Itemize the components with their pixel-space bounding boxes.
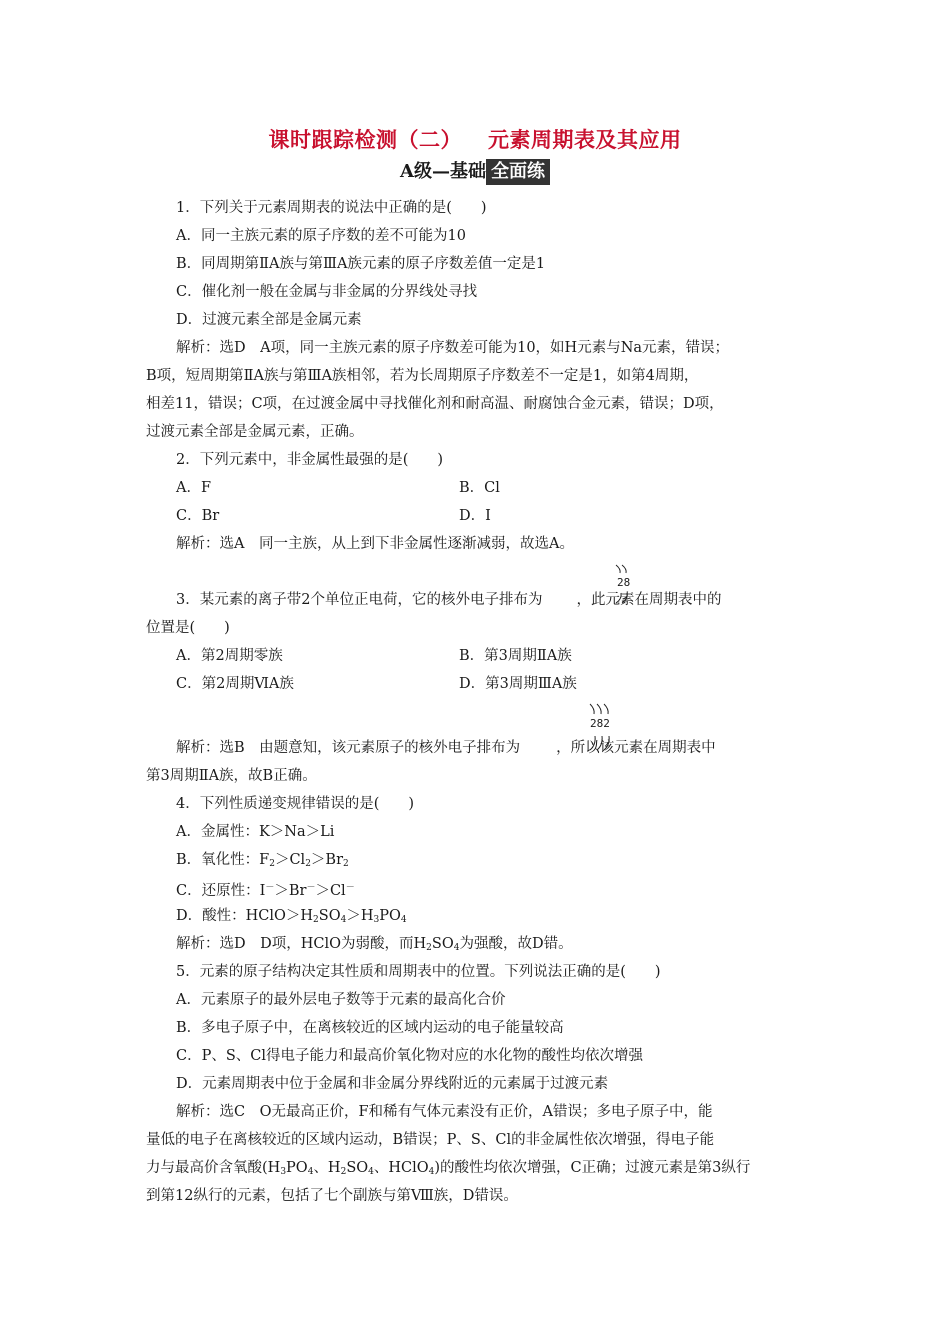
question-3-stem-line-2: 位置是( ) (146, 620, 230, 636)
title-part-1: 课时跟踪检测（二） (268, 127, 462, 152)
question-1-option-c: C．催化剂一般在金属与非金属的分界线处寻找 (176, 284, 478, 300)
section-badge: 全面练 (486, 159, 550, 185)
question-1-option-b: B．同周期第ⅡA族与第ⅢA族元素的原子序数差值一定是1 (176, 256, 546, 272)
shell-electron-counts: 282 (590, 717, 610, 730)
electron-shell-diagram-atom (586, 700, 626, 754)
question-4-option-c: C．还原性：I－＞Br－＞Cl－ (176, 883, 355, 899)
question-3-stem-text: 3．某元素的离子带2个单位正电荷，它的核外电子排布为 (176, 592, 543, 608)
question-4-option-b: B．氧化性：$F_2>Cl_2>Br_2$ (176, 852, 349, 869)
question-5-option-d: D．元素周期表中位于金属和非金属分界线附近的元素属于过渡元素 (176, 1076, 609, 1092)
question-4-option-a: A．金属性：K＞Na＞Li (176, 824, 335, 840)
question-1-analysis-line-1: 解析：选D A项，同一主族元素的原子序数差可能为10，如H元素与Na元素，错误； (176, 340, 730, 356)
question-3-option-b: B．第3周期ⅡA族 (459, 648, 572, 664)
question-1-analysis-line-2: B项，短周期第ⅡA族与第ⅢA族相邻，若为长周期原子序数差不一定是1，如第4周期， (146, 368, 699, 384)
question-1-stem: 1．下列关于元素周期表的说法中正确的是( ) (176, 200, 487, 216)
question-5-analysis-line-4: 到第12纵行的元素，包括了七个副族与第Ⅷ族，D错误。 (146, 1188, 518, 1204)
section-level: A级—基础 (400, 161, 486, 182)
question-4-analysis: 解析：选D D项，HClO为弱酸，而$H_2SO_4$为强酸，故D错。 (176, 936, 573, 953)
question-1-option-d: D．过渡元素全部是金属元素 (176, 312, 362, 328)
question-5-analysis-line-2: 量低的电子在离核较近的区域内运动，B错误；P、S、Cl的非金属性依次增强，得电子能 (146, 1132, 715, 1148)
question-3-option-a: A．第2周期零族 (176, 648, 283, 664)
question-3-option-d: D．第3周期ⅢA族 (459, 676, 577, 692)
question-3-analysis-line-1 (176, 738, 716, 758)
question-2-analysis: 解析：选A 同一主族，从上到下非金属性逐渐减弱，故选A。 (176, 536, 574, 552)
electron-shell-diagram-ion (612, 563, 648, 607)
question-1-option-a: A．同一主族元素的原子序数的差不可能为10 (176, 228, 466, 244)
question-1-analysis-line-4: 过渡元素全部是金属元素，正确。 (146, 424, 364, 440)
question-3-analysis-tail: ，所以该元素在周期表中 (556, 740, 716, 756)
question-3-analysis-line-2: 第3周期ⅡA族，故B正确。 (146, 768, 317, 784)
question-3-stem-tail: ，此元素在周期表中的 (576, 592, 722, 608)
question-4-stem: 4．下列性质递变规律错误的是( ) (176, 796, 415, 812)
title-part-2: 元素周期表及其应用 (488, 127, 682, 152)
question-1-analysis-line-3: 相差11，错误；C项，在过渡金属中寻找催化剂和耐高温、耐腐蚀合金元素，错误；D项， (146, 396, 724, 412)
question-5-stem: 5．元素的原子结构决定其性质和周期表中的位置。下列说法正确的是( ) (176, 964, 661, 980)
page-title (0, 124, 950, 154)
question-5-option-b: B．多电子原子中，在离核较近的区域内运动的电子能量较高 (176, 1020, 564, 1036)
question-5-analysis-line-3: 力与最高价含氧酸($H_3PO_4$、$H_2SO_4$、HClO$_4$)的酸性均依次增强，C正确；过渡元素是第3纵行 (146, 1160, 751, 1177)
question-5-analysis-line-1: 解析：选C O无最高正价，F和稀有气体元素没有正价，A错误；多电子原子中，能 (176, 1104, 713, 1120)
section-heading (0, 157, 950, 185)
question-2-option-c: C．Br (176, 508, 220, 524)
question-5-option-a: A．元素原子的最外层电子数等于元素的最高化合价 (176, 992, 506, 1008)
question-5-option-c: C．P、S、Cl得电子能力和最高价氧化物对应的水化物的酸性均依次增强 (176, 1048, 644, 1064)
question-4-option-d: D．酸性：$HClO>H_2SO_4>H_3PO_4$ (176, 908, 407, 925)
question-2-option-b: B．Cl (459, 480, 500, 496)
question-3-option-c: C．第2周期ⅥA族 (176, 676, 294, 692)
question-3-analysis-text: 解析：选B 由题意知，该元素原子的核外电子排布为 (176, 740, 521, 756)
shell-electron-counts: 28 (617, 576, 631, 589)
question-2-option-a: A．F (176, 480, 212, 496)
question-2-stem: 2．下列元素中，非金属性最强的是( ) (176, 452, 444, 468)
question-2-option-d: D．I (459, 508, 491, 524)
